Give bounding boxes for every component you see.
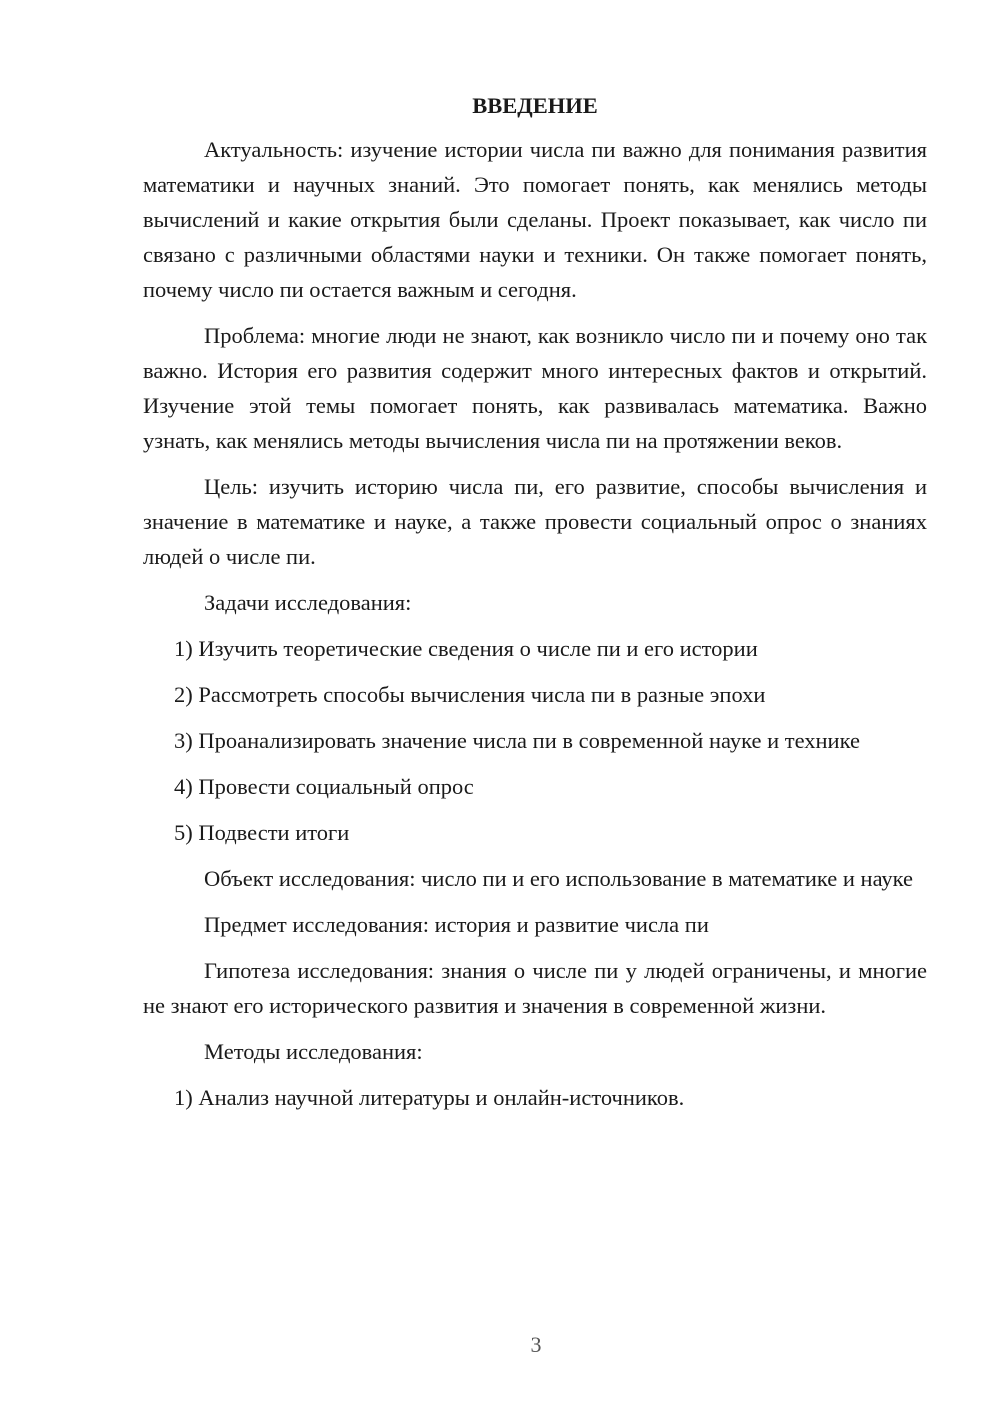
task-item-1: 1) Изучить теоретические сведения о числе пи и его истории — [174, 636, 758, 661]
page-title: ВВЕДЕНИЕ — [472, 93, 598, 118]
subject-paragraph: Предмет исследования: история и развитие числа пи — [204, 912, 709, 937]
relevance-paragraph: Актуальность: изучение истории числа пи важно для понимания развития математики и научных знаний. Это помогает понять, как менялись методы вычислений и какие открытия были сделаны. Проект показывает, как число пи связано с различными областями науки и техники. Он также помогает понять, почему число пи остается важным и сегодня. — [143, 137, 927, 302]
method-item-1: 1) Анализ научной литературы и онлайн-источников. — [174, 1085, 685, 1110]
page-number: 3 — [530, 1332, 542, 1357]
task-item-2: 2) Рассмотреть способы вычисления числа пи в разные эпохи — [174, 682, 766, 707]
task-item-4: 4) Провести социальный опрос — [174, 774, 474, 799]
goal-paragraph: Цель: изучить историю числа пи, его развитие, способы вычисления и значение в математике и науке, а также провести социальный опрос о знаниях людей о числе пи. — [143, 474, 927, 569]
document-page — [143, 88, 927, 1126]
object-paragraph: Объект исследования: число пи и его использование в математике и науке — [204, 866, 914, 891]
tasks-heading: Задачи исследования: — [204, 590, 412, 615]
problem-paragraph: Проблема: многие люди не знают, как возникло число пи и почему оно так важно. История его развития содержит много интересных фактов и открытий. Изучение этой темы помогает понять, как развивалась математика. Важно узнать, как менялись методы вычисления числа пи на протяжении веков. — [143, 323, 927, 453]
methods-heading: Методы исследования: — [204, 1039, 423, 1064]
hypothesis-paragraph: Гипотеза исследования: знания о числе пи у людей ограничены, и многие не знают его исторического развития и значения в современной жизни. — [143, 958, 927, 1018]
task-item-5: 5) Подвести итоги — [174, 820, 350, 845]
task-item-3: 3) Проанализировать значение числа пи в современной науке и технике — [174, 728, 860, 753]
